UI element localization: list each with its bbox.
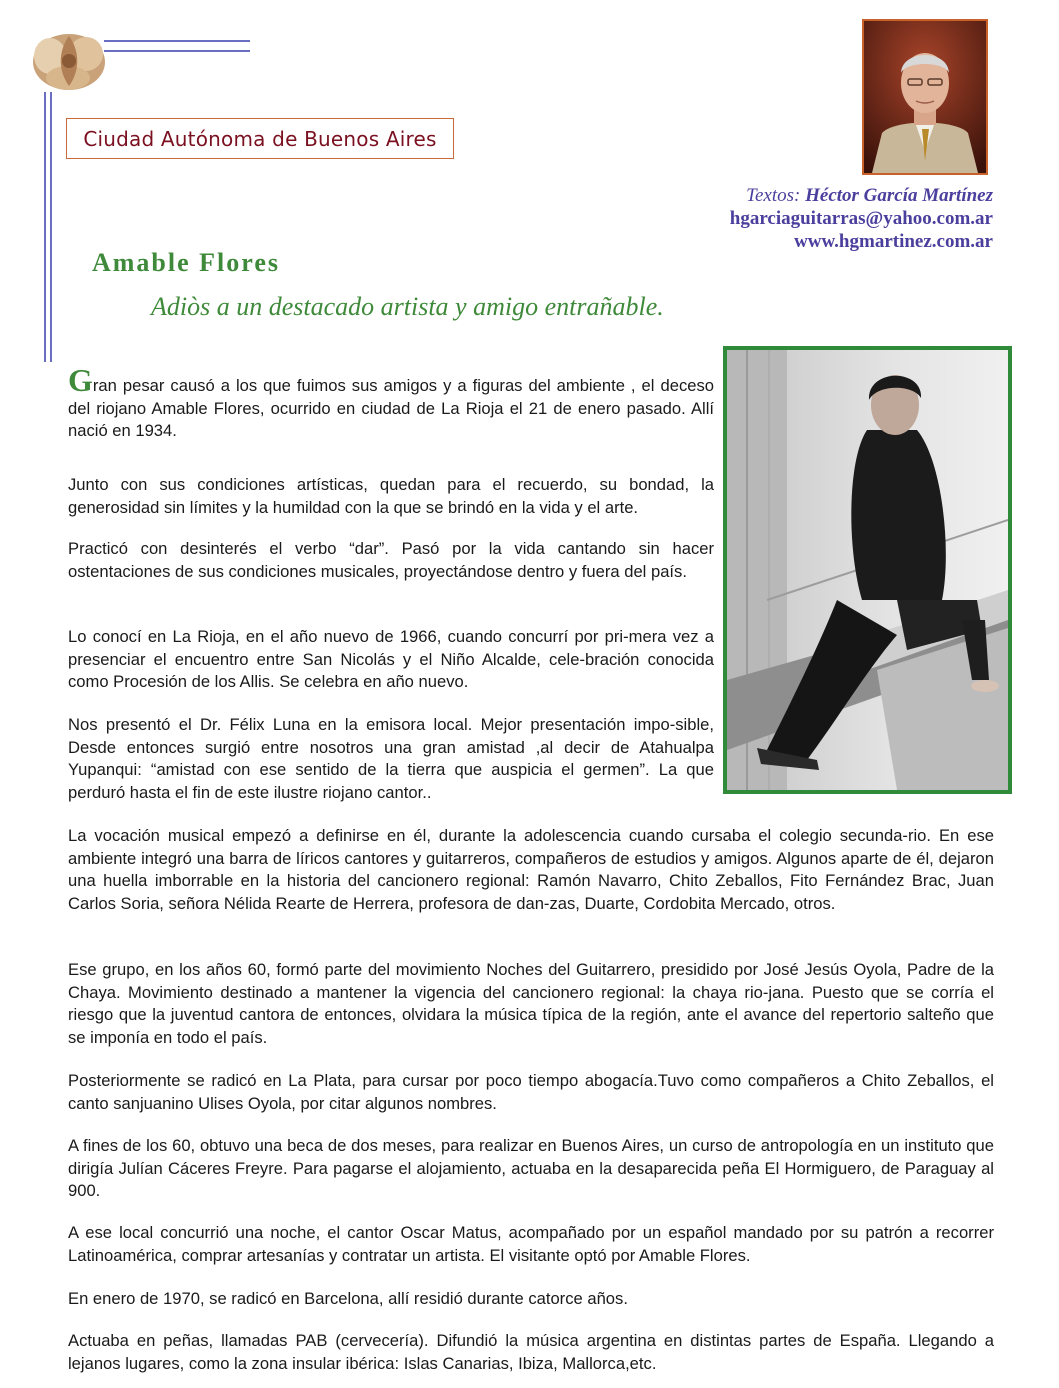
author-email[interactable]: hgarciaguitarras@yahoo.com.ar (729, 208, 993, 229)
decorative-lines-horizontal (104, 40, 250, 52)
flower-logo-icon (28, 26, 110, 96)
paragraph-10: A ese local concurrió una noche, el cantor Oscar Matus, acompañado por un español mandado por su patrón a recorrer Latinoamérica, comprar artesanías y contratar un artista. El visitante optó por Amable Flores. (68, 1223, 994, 1265)
credits-block (730, 184, 993, 253)
paragraph-7: Ese grupo, en los años 60, formó parte del movimiento Noches del Guitarrero, presidido por José Jesús Oyola, Padre de la Chaya. Movimiento destinado a mantener la vigencia del cancionero regional: la chaya rio-jana. Puesto que se corría el riesgo que la juventud cantora de entonces, olvidara la música típica de la región, ante el avance del repertorio salteño que se imponía en todo el país. (68, 960, 994, 1047)
article-subtitle: Adiòs a un destacado artista y amigo entrañable. (151, 292, 664, 321)
author-name: Héctor García Martínez (805, 185, 993, 206)
paragraph-9: A fines de los 60, obtuvo una beca de dos meses, para realizar en Buenos Aires, un curso de antropología en un instituto que dirigía Julían Cáceres Freyre. Para pagarse el alojamiento, actuaba en la desaparecida peña El Hormiguero, de Paraguay al 900. (68, 1136, 994, 1201)
region-label: Ciudad Autónoma de Buenos Aires (66, 118, 454, 159)
paragraph-11: En enero de 1970, se radicó en Barcelona, allí residió durante catorce años. (68, 1289, 628, 1308)
credits-label: Textos: (746, 185, 801, 206)
paragraph-4: Lo conocí en La Rioja, en el año nuevo de 1966, cuando concurrí por pri-mera vez a presenciar el encuentro entre San Nicolás y el Niño Alcalde, cele-bración conocida como Procesión de los Allis. Se celebra en año nuevo. (68, 627, 714, 692)
paragraph-1: Gran pesar causó a los que fuimos sus amigos y a figuras del ambiente , el deceso del riojano Amable Flores, ocurrido en ciudad de La Rioja el 21 de enero pasado. Allí nació en 1934. (68, 362, 714, 441)
author-website[interactable]: www.hgmartinez.com.ar (794, 231, 993, 252)
author-photo (862, 19, 988, 175)
paragraph-12: Actuaba en peñas, llamadas PAB (cervecería). Difundió la música argentina en distintas partes de España. Llegando a lejanos lugares, como la zona insular ibérica: Islas Canarias, Ibiza, Mallorca,etc. (68, 1331, 994, 1373)
paragraph-3: Practicó con desinterés el verbo “dar”. Pasó por la vida cantando sin hacer ostentaciones de sus condiciones musicales, proyectándose dentro y fuera del país. (68, 539, 714, 581)
paragraph-5: Nos presentó el Dr. Félix Luna en la emisora local. Mejor presentación impo-sible, Desde entonces surgió entre nosotros una gran amistad ,al decir de Atahualpa Yupanqui: “amistad con ese sentido de la tierra que auspicia el germen”. La que perduró hasta el fin de este ilustre riojano cantor.. (68, 715, 714, 802)
paragraph-6: La vocación musical empezó a definirse en él, durante la adolescencia cuando cursaba el colegio secunda-rio. En ese ambiente integró una barra de líricos cantores y guitarreros, compañeros de estudios y amigos. Algunos aparte de él, dejaron una huella imborrable en la historia del cancionero regional: Ramón Navarro, Chito Zeballos, Fito Fernández Brac, Juan Carlos Soria, señora Nélida Rearte de Herrera, profesora de dan-zas, Duarte, Cordobita Mercado, otros. (68, 826, 994, 913)
decorative-lines-vertical (44, 92, 52, 362)
article-title: Amable Flores (92, 248, 280, 277)
article-photo (723, 346, 1012, 794)
dropcap-letter: G (68, 362, 93, 398)
paragraph-8: Posteriormente se radicó en La Plata, para cursar por poco tiempo abogacía.Tuvo como compañeros a Chito Zeballos, el canto sanjuanino Ulises Oyola, por citar algunos nombres. (68, 1071, 994, 1113)
paragraph-2: Junto con sus condiciones artísticas, quedan para el recuerdo, su bondad, la generosidad sin límites y la humildad con la que se brindó en la vida y el arte. (68, 475, 714, 517)
